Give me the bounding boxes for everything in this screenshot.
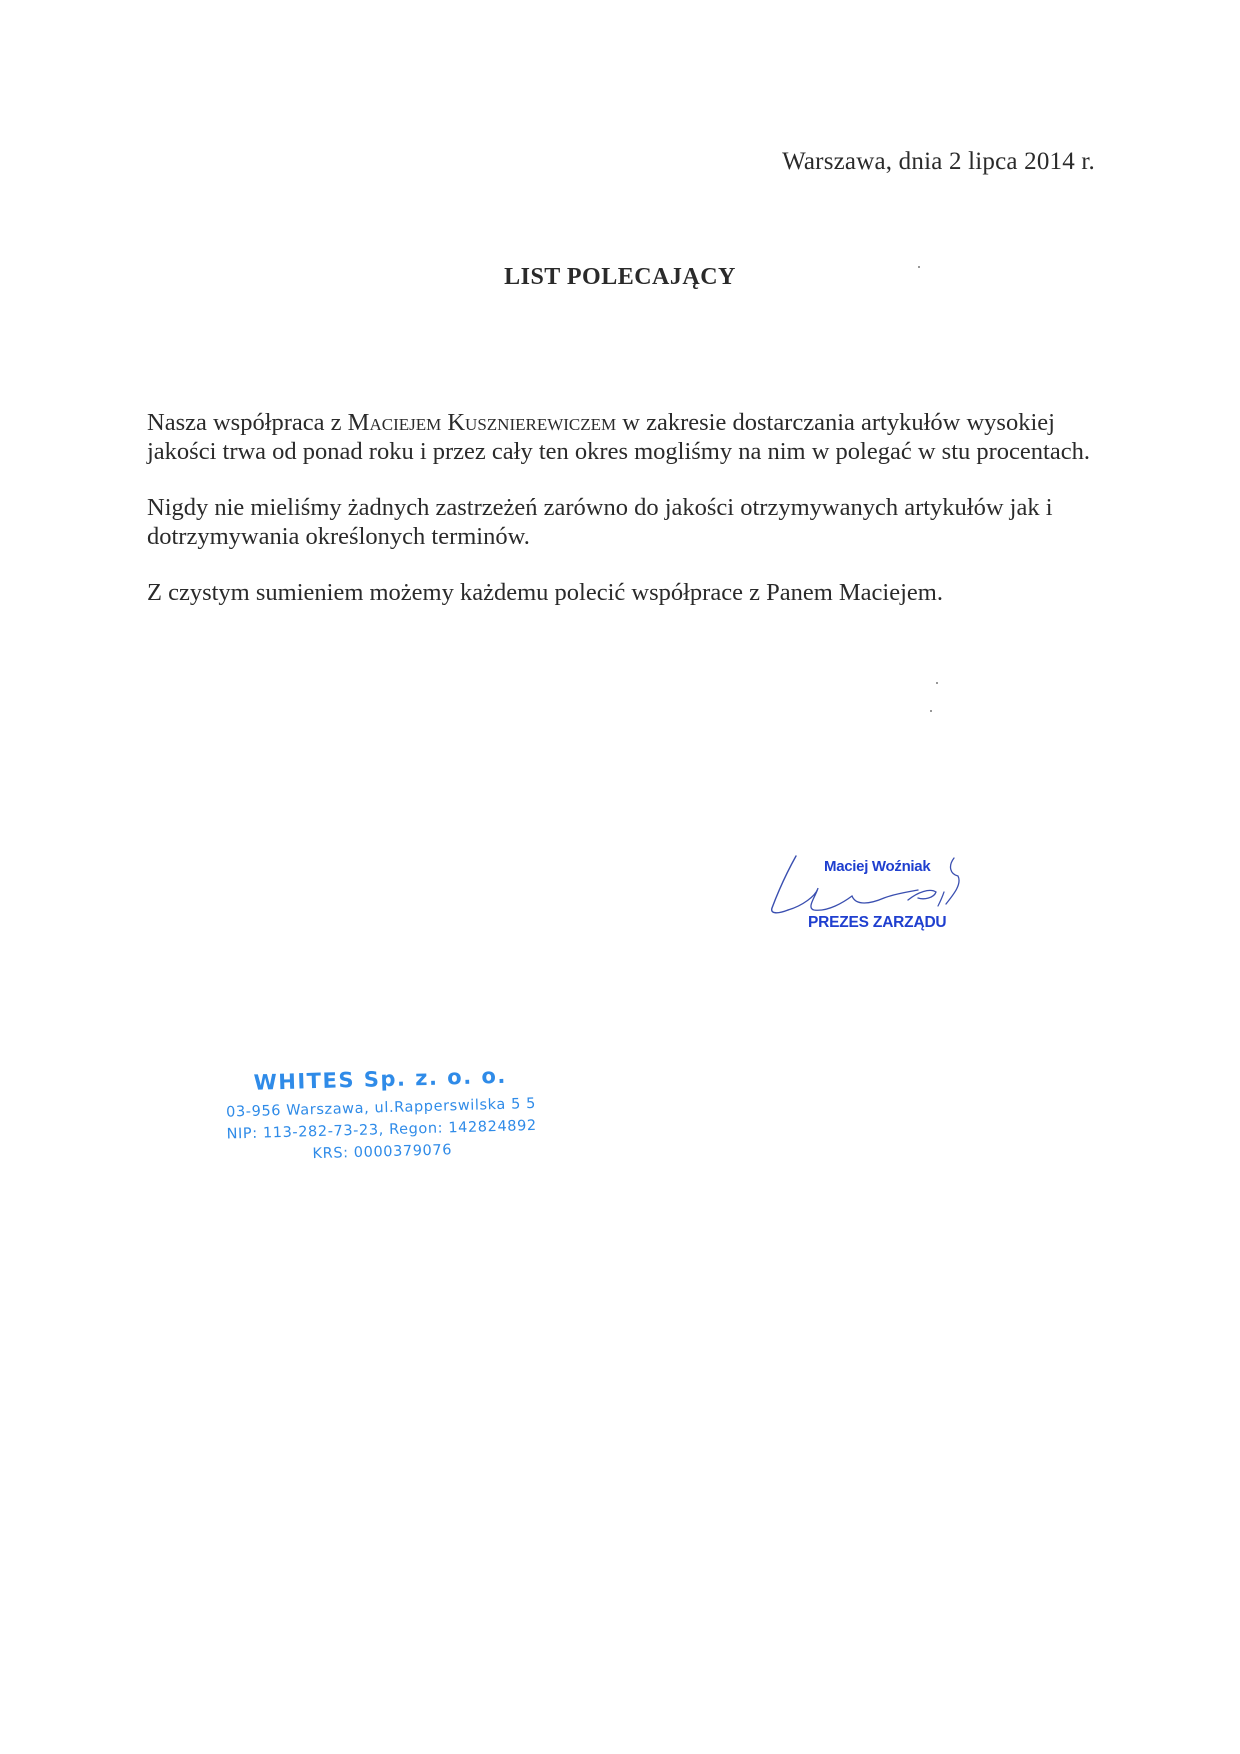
paragraph-2: Nigdy nie mieliśmy żadnych zastrzeżeń zarówno do jakości otrzymywanych artykułów jak i dotrzymywania określonych terminów. (147, 494, 1053, 550)
company-name: WHITES Sp. z. o. o. (253, 1063, 508, 1095)
scan-speck (930, 710, 932, 712)
paragraph-1 (147, 408, 1097, 466)
scan-speck (918, 266, 920, 268)
scan-speck (936, 682, 938, 684)
company-tax-ids: NIP: 113-282-73-23, Regon: 142824892 (226, 1117, 537, 1143)
company-stamp (210, 1063, 553, 1168)
company-address: 03-956 Warszawa, ul.Rapperswilska 5 5 (225, 1095, 537, 1121)
letter-title: LIST POLECAJĄCY (504, 264, 736, 290)
paragraph-1-end: w zakresie dostarczania artykułów wysokiej jakości trwa od ponad roku i przez cały ten okres mogliśmy na nim w polegać w stu procentach. (147, 409, 1090, 465)
paragraph-3: Z czystym sumieniem możemy każdemu polecić współprace z Panem Maciejem. (147, 579, 943, 606)
paragraph-1-start: Nasza współpraca z (147, 409, 348, 436)
signature-stamp (758, 848, 1018, 948)
place-date: Warszawa, dnia 2 lipca 2014 r. (782, 148, 1095, 175)
recommended-person-name: Maciejem Kusznierewiczem (347, 409, 617, 436)
letter-body (147, 408, 1097, 634)
signer-role: PREZES ZARZĄDU (808, 914, 947, 931)
company-krs: KRS: 0000379076 (312, 1142, 453, 1163)
signer-name: Maciej Woźniak (824, 858, 931, 875)
